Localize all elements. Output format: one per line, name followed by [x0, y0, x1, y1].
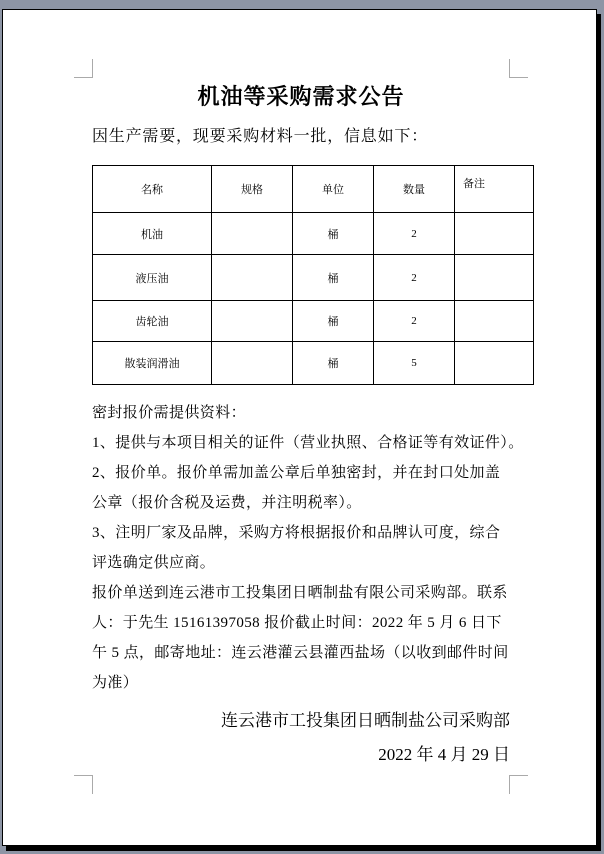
body-line: 公章（报价含税及运费，并注明税率）。 [92, 495, 362, 511]
body-line: 报价单送到连云港市工投集团日晒制盐有限公司采购部。联系 [92, 585, 508, 601]
cell-remark [455, 213, 534, 255]
cell-remark [455, 301, 534, 342]
cell-unit: 桶 [293, 255, 374, 301]
cell-unit: 桶 [293, 342, 374, 385]
cell-spec [212, 301, 293, 342]
cell-unit: 桶 [293, 213, 374, 255]
margin-crop-mark-bottom-left [74, 775, 93, 794]
cell-qty: 2 [374, 301, 455, 342]
body-line: 3、注明厂家及品牌，采购方将根据报价和品牌认可度，综合 [92, 525, 501, 541]
body-line: 午 5 点，邮寄地址：连云港灌云县灌西盐场（以收到邮件时间 [92, 645, 509, 661]
cell-item-name: 齿轮油 [93, 301, 212, 342]
cell-remark [455, 255, 534, 301]
signature-line: 连云港市工投集团日晒制盐公司采购部 [221, 711, 510, 730]
cell-remark [455, 342, 534, 385]
table-row [93, 213, 534, 255]
cell-item-name: 液压油 [93, 255, 212, 301]
margin-crop-mark-top-left [74, 59, 93, 78]
cell-qty: 2 [374, 255, 455, 301]
table-row [93, 255, 534, 301]
body-line: 1、提供与本项目相关的证件（营业执照、合格证等有效证件）。 [92, 435, 524, 451]
body-line: 2、报价单。报价单需加盖公章后单独密封，并在封口处加盖 [92, 465, 501, 481]
cell-spec [212, 255, 293, 301]
procurement-table [92, 165, 534, 385]
cell-item-name: 散装润滑油 [93, 342, 212, 385]
document-content [92, 77, 524, 772]
page-title: 机油等采购需求公告 [197, 84, 405, 109]
body-line: 评选确定供应商。 [92, 555, 216, 571]
document-page [2, 9, 597, 846]
intro-text: 因生产需要，现要采购材料一批，信息如下： [92, 128, 429, 145]
table-row [93, 342, 534, 385]
date-line: 2022 年 4 月 29 日 [378, 745, 510, 764]
table-header-row [93, 166, 534, 213]
body-line: 密封报价需提供资料： [92, 405, 247, 421]
cell-unit: 桶 [293, 301, 374, 342]
body-line: 人：于先生 15161397058 报价截止时间：2022 年 5 月 6 日下 [92, 615, 502, 631]
cell-qty: 2 [374, 213, 455, 255]
cell-spec [212, 213, 293, 255]
header-cell-remark: 备注 [455, 166, 534, 213]
header-cell-name: 名称 [93, 166, 212, 213]
signature-block [92, 704, 510, 772]
header-cell-qty: 数量 [374, 166, 455, 213]
cell-spec [212, 342, 293, 385]
cell-qty: 5 [374, 342, 455, 385]
margin-crop-mark-bottom-right [509, 775, 528, 794]
header-cell-unit: 单位 [293, 166, 374, 213]
table-row [93, 301, 534, 342]
cell-item-name: 机油 [93, 213, 212, 255]
body-line: 为准） [92, 675, 139, 691]
margin-crop-mark-top-right [509, 59, 528, 78]
body-text [92, 398, 524, 698]
header-cell-spec: 规格 [212, 166, 293, 213]
